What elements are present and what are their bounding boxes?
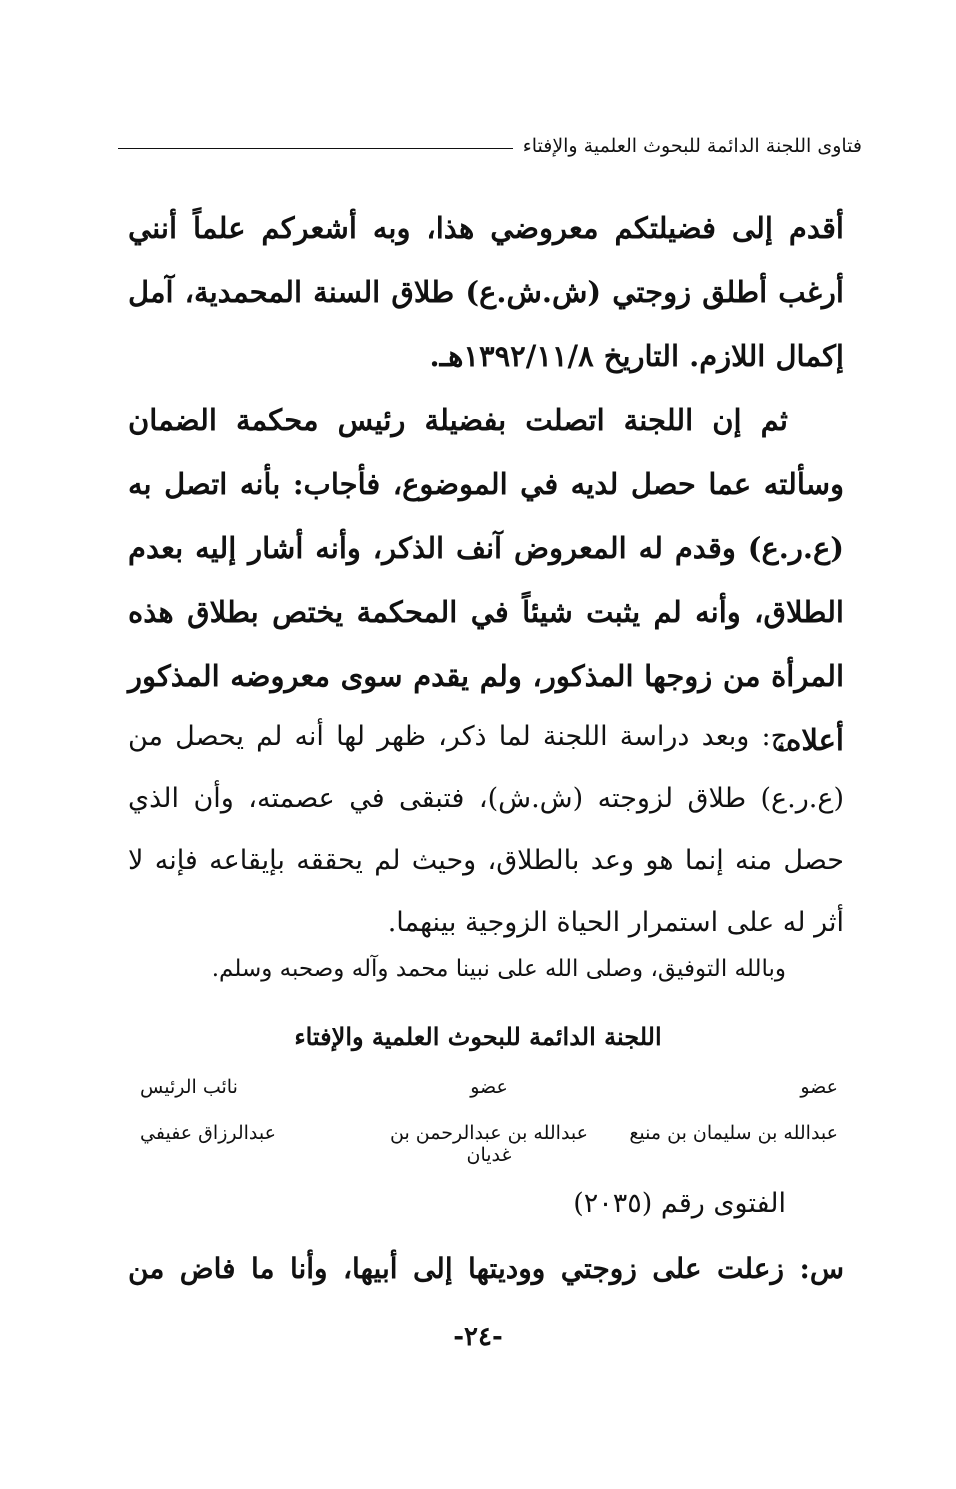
closing-line: وبالله التوفيق، وصلى الله على نبينا محمد وآله وصحبه وسلم. — [211, 956, 786, 982]
answer-paragraph: ج: وبعد دراسة اللجنة لما ذكر، ظهر لها أنه لم يحصل من (ع.ر.ع) طلاق لزوجته (ش.ش)، فتبقى في عصمته، وأن الذي حصل منه إنما هو وعد بالطلاق، وحيث لم يحققه بإيقاعه فإنه لا أثر له على استمرار الحياة الزوجية بينهما. — [128, 721, 844, 938]
question-line: س: زعلت على زوجتي ووديتها إلى أبيها، وأنا ما فاض من — [128, 1252, 844, 1285]
signatory-name: عبدالله بن سليمان بن منيع — [629, 1122, 838, 1144]
answer-block — [128, 706, 844, 954]
page-number: -٢٤- — [453, 1322, 503, 1352]
signatory-names — [140, 1122, 838, 1166]
fatwa-number: الفتوى رقم (٢٠٣٥) — [573, 1188, 786, 1219]
committee-inquiry-paragraph: ثم إن اللجنة اتصلت بفضيلة رئيس محكمة الضمان وسألته عما حصل لديه في الموضوع، فأجاب: بأنه اتصل به (ع.ر.ع) وقدم له المعروض آنف الذكر، وأنه أشار إليه بعدم الطلاق، وأنه لم يثبت شيئاً في المحكمة يختص بطلاق هذه المرأة من زوجها المذكور، ولم يقدم سوى معروضه المذكور أعلاه. — [128, 403, 844, 757]
signatory-name: عبدالرزاق عفيفي — [140, 1122, 276, 1144]
signatory-titles — [140, 1076, 838, 1098]
header-title: فتاوى اللجنة الدائمة للبحوث العلمية والإفتاء — [522, 135, 862, 157]
running-header — [118, 128, 862, 164]
header-rule — [118, 148, 513, 149]
signatory-name: عبدالله بن عبدالرحمن بن غديان — [390, 1122, 588, 1166]
request-paragraph: أقدم إلى فضيلتكم معروضي هذا، وبه أشعركم علماً أنني أرغب أطلق زوجتي (ش.ش.ع) طلاق السنة المحمدية، آمل إكمال اللازم. التاريخ ١٣٩٢/١١/٨هـ. — [128, 211, 844, 373]
signatory-title: نائب الرئيس — [140, 1076, 238, 1098]
signatory-title: عضو — [470, 1076, 508, 1098]
bold-text-block — [128, 196, 844, 772]
signatory-title: عضو — [800, 1076, 838, 1098]
committee-name: اللجنة الدائمة للبحوث العلمية والإفتاء — [294, 1022, 662, 1051]
